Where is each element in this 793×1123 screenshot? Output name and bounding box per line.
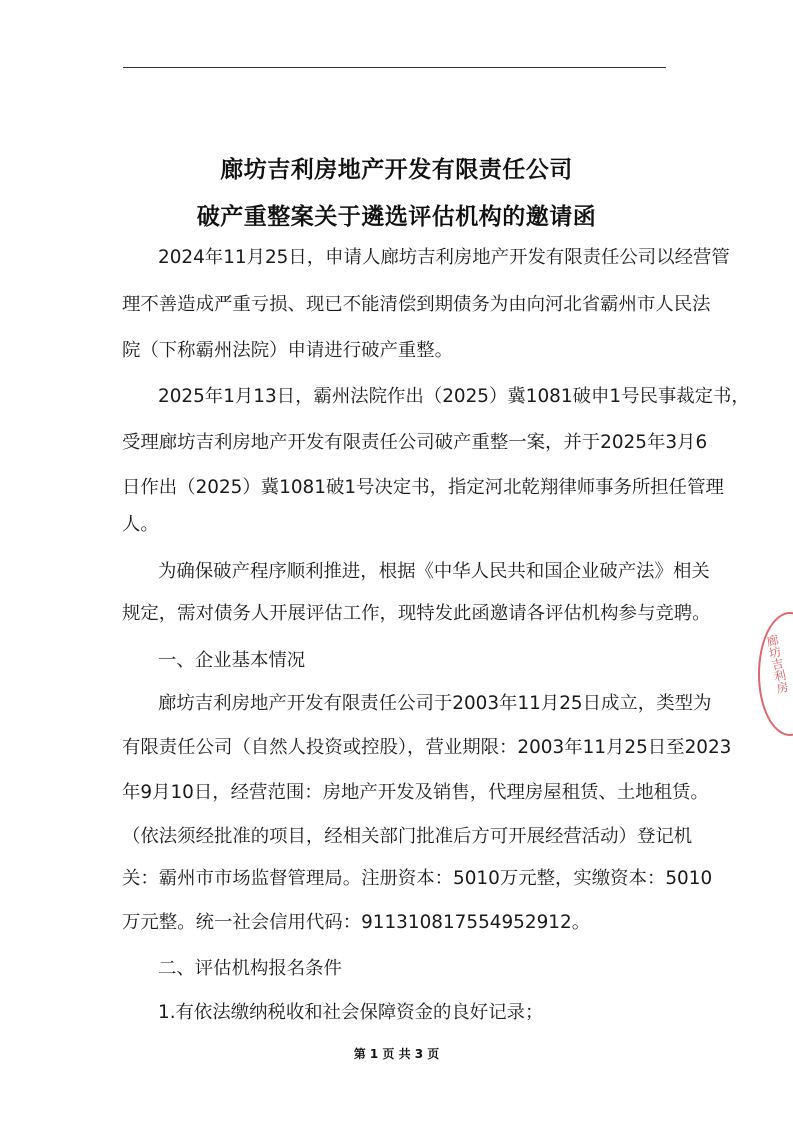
- section-heading-2: 二、评估机构报名条件: [158, 958, 342, 979]
- paragraph-2-line-3: 日作出（2025）冀1081破1号决定书，指定河北乾翔律师事务所担任管理: [122, 477, 724, 498]
- paragraph-4-line-1: 廊坊吉利房地产开发有限责任公司于2003年11月25日成立，类型为: [158, 693, 712, 714]
- paragraph-4-line-2: 有限责任公司（自然人投资或控股），营业期限：2003年11月25日至2023: [122, 737, 732, 758]
- paragraph-1-line-1: 2024年11月25日，申请人廊坊吉利房地产开发有限责任公司以经营管: [158, 247, 730, 268]
- paragraph-3-line-2: 规定，需对债务人开展评估工作，现特发此函邀请各评估机构参与竞聘。: [122, 603, 711, 624]
- paragraph-4-line-5: 关：霸州市市场监督管理局。注册资本：5010万元整，实缴资本：5010: [122, 868, 713, 889]
- paragraph-4-line-6: 万元整。统一社会信用代码：911310817554952912。: [122, 912, 591, 933]
- paragraph-1-line-2: 理不善造成严重亏损、现已不能清偿到期债务为由向河北省霸州市人民法: [122, 294, 711, 315]
- paragraph-4-line-4: （依法须经批准的项目，经相关部门批准后方可开展经营活动）登记机: [122, 826, 693, 847]
- page-footer: 第 1 页 共 3 页: [353, 1047, 440, 1061]
- paragraph-2-line-2: 受理廊坊吉利房地产开发有限责任公司破产重整一案，并于2025年3月6: [122, 432, 708, 453]
- paragraph-2-line-4: 人。: [122, 514, 159, 535]
- paragraph-4-line-3: 年9月10日，经营范围：房地产开发及销售，代理房屋租赁、土地租赁。: [122, 782, 709, 803]
- seal-text: 廊坊吉利房: [763, 633, 791, 695]
- paragraph-3-line-1: 为确保破产程序顺利推进，根据《中华人民共和国企业破产法》相关: [158, 561, 710, 582]
- document-title-line-1: 廊坊吉利房地产开发有限责任公司: [220, 157, 573, 183]
- section-heading-1: 一、企业基本情况: [158, 650, 306, 671]
- document-title-line-2: 破产重整案关于遴选评估机构的邀请函: [196, 204, 597, 230]
- paragraph-2-line-1: 2025年1月13日，霸州法院作出（2025）冀1081破申1号民事裁定书，: [158, 386, 750, 407]
- red-seal-stamp: [758, 612, 793, 736]
- condition-item-1: 1.有依法缴纳税收和社会保障资金的良好记录；: [158, 1002, 544, 1023]
- paragraph-1-line-3: 院（下称霸州法院）申请进行破产重整。: [122, 340, 454, 361]
- header-rule: [123, 67, 666, 68]
